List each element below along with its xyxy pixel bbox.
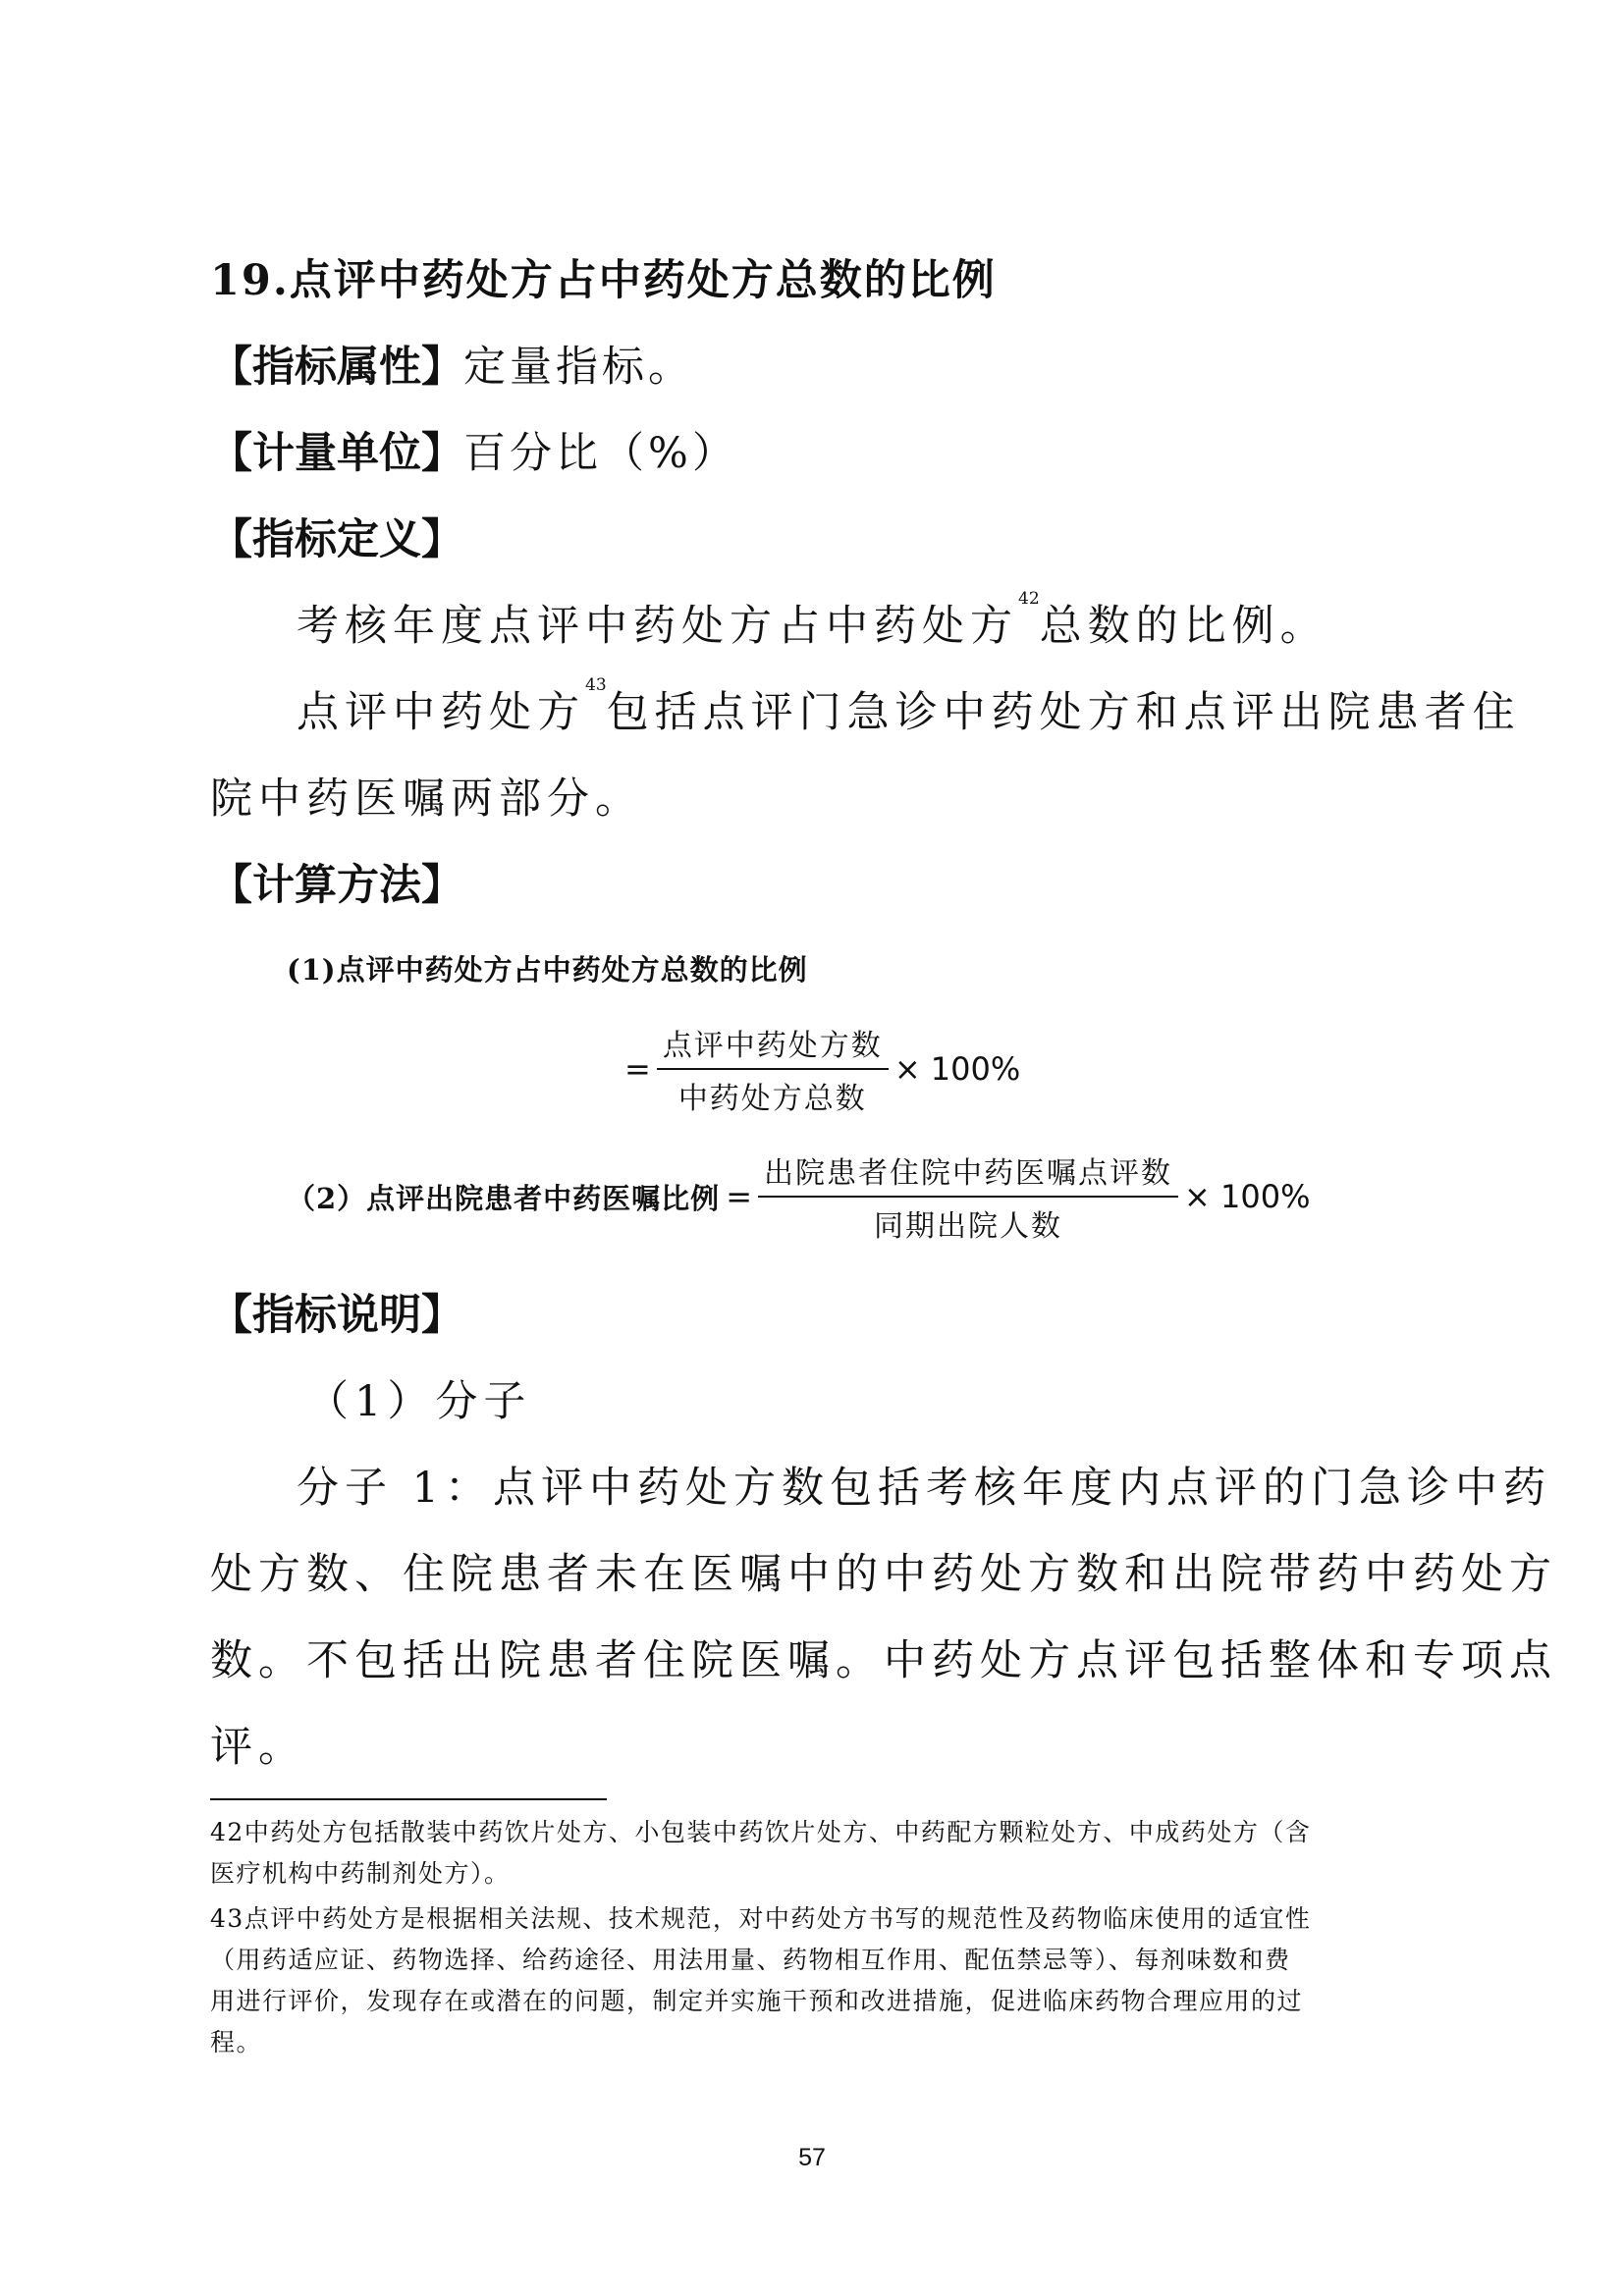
footnote-line: 程。 (210, 2028, 263, 2056)
explanation-line: 评。 (210, 1723, 306, 1772)
multiply-percent: × 100% (893, 1050, 1021, 1088)
fraction-1 (657, 1021, 889, 1117)
unit-value: 百分比（%） (463, 429, 738, 478)
footnote-line: 42中药处方包括散装中药饮片处方、小包装中药饮片处方、中药配方颗粒处方、中成药处方（含 (210, 1818, 1312, 1846)
attribute-row (210, 334, 694, 394)
explanation-line: 分子 1：点评中药处方数包括考核年度内点评的门急诊中药 (297, 1464, 1552, 1513)
footnote-line: 用进行评价，发现存在或潜在的问题，制定并实施干预和改进措施，促进临床药物合理应用的过 (210, 1987, 1304, 2015)
footnote-line: （用药适应证、药物选择、给药途径、用法用量、药物相互作用、配伍禁忌等）、每剂味数和费 (210, 1946, 1291, 1974)
attribute-label: 【指标属性】 (210, 343, 463, 392)
multiply-percent: × 100% (1184, 1178, 1311, 1215)
equals-sign: = (624, 1050, 651, 1088)
equals-sign: = (726, 1178, 752, 1215)
formula-1-title: (1)点评中药处方占中药处方总数的比例 (287, 953, 808, 987)
footnote-42 (210, 1812, 1311, 1895)
numerator-subheading: （1）分子 (306, 1377, 532, 1426)
definition-paragraph-2-cont: 院中药医嘱两部分。 (210, 774, 643, 824)
fraction-bar (657, 1068, 889, 1070)
formula-1 (624, 1021, 1020, 1117)
numerator: 点评中药处方数 (662, 1029, 883, 1063)
page-number: 57 (798, 2144, 826, 2171)
denominator: 同期出院人数 (874, 1209, 1062, 1244)
formula-2-title: （2）点评出院患者中药医嘱比例 (287, 1181, 721, 1215)
explanation-label: 【指标说明】 (210, 1291, 463, 1340)
section-title: 19.点评中药处方占中药处方总数的比例 (210, 256, 997, 305)
footnote-ref-42: 42 (1018, 589, 1040, 609)
footnote-ref-43: 43 (585, 675, 607, 695)
numerator: 出院患者住院中药医嘱点评数 (764, 1156, 1172, 1191)
definition-paragraph-2 (297, 675, 1521, 739)
fraction-2 (758, 1148, 1178, 1245)
formula-2 (287, 1148, 1310, 1245)
explanation-line: 数。不包括出院患者住院医嘱。中药处方点评包括整体和专项点 (210, 1636, 1557, 1685)
footnote-line: 医疗机构中药制剂处方）。 (210, 1859, 511, 1888)
denominator: 中药处方总数 (677, 1082, 867, 1116)
definition-paragraph-1 (297, 589, 1328, 653)
unit-row (210, 420, 738, 480)
unit-label: 【计量单位】 (210, 429, 463, 478)
attribute-value: 定量指标。 (463, 343, 694, 392)
calc-method-label: 【计算方法】 (210, 861, 463, 910)
explanation-line: 处方数、住院患者未在医嘱中的中药处方数和出院带药中药处方 (210, 1550, 1557, 1599)
definition-text: 总数的比例。 (1039, 602, 1328, 651)
definition-text: 考核年度点评中药处方占中药处方 (297, 602, 1018, 651)
definition-text: 包括点评门急诊中药处方和点评出院患者住 (606, 688, 1521, 737)
definition-text: 点评中药处方 (297, 688, 585, 737)
definition-label: 【指标定义】 (210, 515, 463, 564)
footnote-divider (210, 1798, 607, 1800)
footnote-43 (210, 1898, 1311, 2063)
fraction-bar (758, 1196, 1178, 1198)
footnote-line: 43点评中药处方是根据相关法规、技术规范，对中药处方书写的规范性及药物临床使用的适宜性 (210, 1904, 1312, 1933)
